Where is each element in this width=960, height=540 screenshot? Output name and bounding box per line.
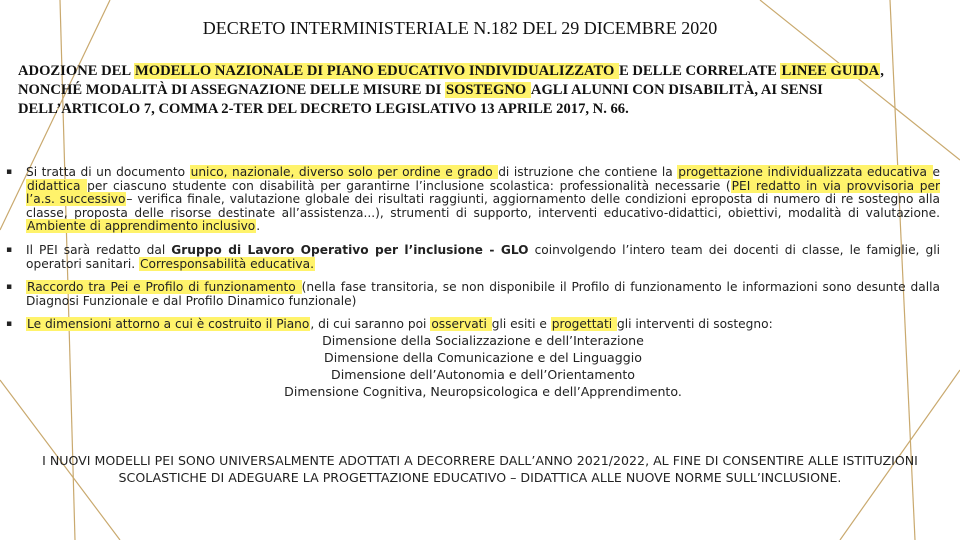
bullet4-highlight-2: osservati bbox=[431, 317, 491, 332]
bullet-marker: ▪ bbox=[6, 282, 13, 293]
subtitle-highlight-guidelines: LINEE GUIDA bbox=[781, 63, 880, 79]
bullet1-text-6: . bbox=[256, 219, 261, 234]
subtitle-highlight-support: SOSTEGNO bbox=[445, 82, 530, 98]
bullet-item-dimensions bbox=[6, 318, 940, 400]
bullet1-text-5: – verifica finale, valutazione globale dei risultati raggiunti, aggiornamento delle condizioni eproposta di numero di re sostegno alla classe, proposta delle risorse destinate all’assistenza...), strumenti di supporto, interventi educativo-didattici, obiettivi, modalità di valutazione. bbox=[26, 192, 940, 220]
dimension-item: Dimensione Cognitiva, Neuropsicologica e dell’Apprendimento. bbox=[284, 383, 682, 399]
bullet-marker: ▪ bbox=[6, 319, 13, 330]
subtitle-text-1: ADOZIONE DEL bbox=[18, 63, 134, 79]
bullet1-text-2: di istruzione che contiene la bbox=[498, 165, 678, 179]
dimension-item: Dimensione dell’Autonomia e dell’Orientamento bbox=[331, 366, 635, 382]
bullet4-text-3: gli interventi di sostegno: bbox=[616, 317, 773, 332]
bullet2-text-2: coinvolgendo l’intero team dei docenti di classe, le famiglie, gli operatori sanitari. bbox=[26, 242, 941, 271]
bullet-item-document bbox=[6, 166, 940, 234]
dimension-item: Dimensione della Socializzazione e dell’Interazione bbox=[322, 332, 644, 348]
subtitle bbox=[18, 62, 918, 119]
bullet-item-glo bbox=[6, 244, 940, 271]
dimension-item: Dimensione della Comunicazione e del Linguaggio bbox=[324, 349, 642, 365]
subtitle-text-3: , NONCHÉ MODALITÀ DI ASSEGNAZIONE DELLE MISURE DI bbox=[18, 63, 884, 98]
subtitle-text-4: AGLI ALUNNI CON DISABILITÀ, AI SENSI DELL’ARTICOLO 7, COMMA 2-TER DEL DECRETO LEGISLATIVO 13 APRILE 2017, N. 66. bbox=[18, 82, 823, 117]
bullet-item-raccordo bbox=[6, 281, 940, 308]
bullet1-highlight-1: unico, nazionale, diverso solo per ordine e grado bbox=[190, 165, 498, 179]
bullet2-highlight-1: Corresponsabilità educativa. bbox=[140, 256, 314, 271]
bullet1-highlight-3: didattica bbox=[27, 178, 87, 193]
subtitle-highlight-model: MODELLO NAZIONALE DI PIANO EDUCATIVO INDIVIDUALIZZATO bbox=[134, 63, 618, 79]
bullet2-text-1: Il PEI sarà redatto dal bbox=[26, 242, 172, 257]
dimensions-list bbox=[26, 332, 940, 400]
bullet-list bbox=[6, 166, 940, 410]
bullet4-highlight-3: progettati bbox=[551, 317, 616, 332]
bullet-marker: ▪ bbox=[6, 244, 13, 255]
bullet2-bold-1: Gruppo di Lavoro Operativo per l’inclusione - GLO bbox=[171, 242, 529, 257]
page-title: DECRETO INTERMINISTERIALE N.182 DEL 29 DICEMBRE 2020 bbox=[202, 18, 718, 38]
bullet1-text-4: per ciascuno studente con disabilità per garantirne l’inclusione scolastica: professionalità necessarie ( bbox=[87, 178, 731, 193]
bullet-marker: ▪ bbox=[6, 167, 13, 177]
bullet1-highlight-5: Ambiente di apprendimento inclusivo bbox=[27, 219, 256, 234]
bullet3-highlight-1: Raccordo tra Pei e Profilo di funzionamento bbox=[27, 280, 301, 295]
bullet4-text-1: , di cui saranno poi bbox=[310, 317, 431, 332]
bullet3-text-1: (nella fase transitoria, se non disponibile il Profilo di funzionamento le informazioni sono desunte dalla Diagnosi Funzionale e dal Profilo Dinamico funzionale) bbox=[26, 280, 940, 308]
bullet1-text-3: e bbox=[932, 165, 941, 179]
footer-note: I NUOVI MODELLI PEI SONO UNIVERSALMENTE ADOTTATI A DECORRERE DALL’ANNO 2021/2022, AL FINE DI CONSENTIRE ALLE ISTITUZIONI SCOLASTICHE DI ADEGUARE LA PROGETTAZIONE EDUCATIVO – DIDATTICA ALLE NUOVE NORME SULL’INCLUSIONE. bbox=[42, 453, 918, 485]
bullet1-highlight-4: PEI redatto in via provvisoria per l’a.s. successivo bbox=[26, 178, 940, 207]
subtitle-text-2: E DELLE CORRELATE bbox=[618, 63, 781, 79]
bullet1-text-1: Si tratta di un documento bbox=[26, 165, 190, 179]
bullet4-highlight-1: Le dimensioni attorno a cui è costruito il Piano bbox=[27, 317, 310, 332]
bullet4-text-2: gli esiti e bbox=[491, 317, 551, 332]
bullet1-highlight-2: progettazione individualizzata educativa bbox=[678, 165, 932, 179]
